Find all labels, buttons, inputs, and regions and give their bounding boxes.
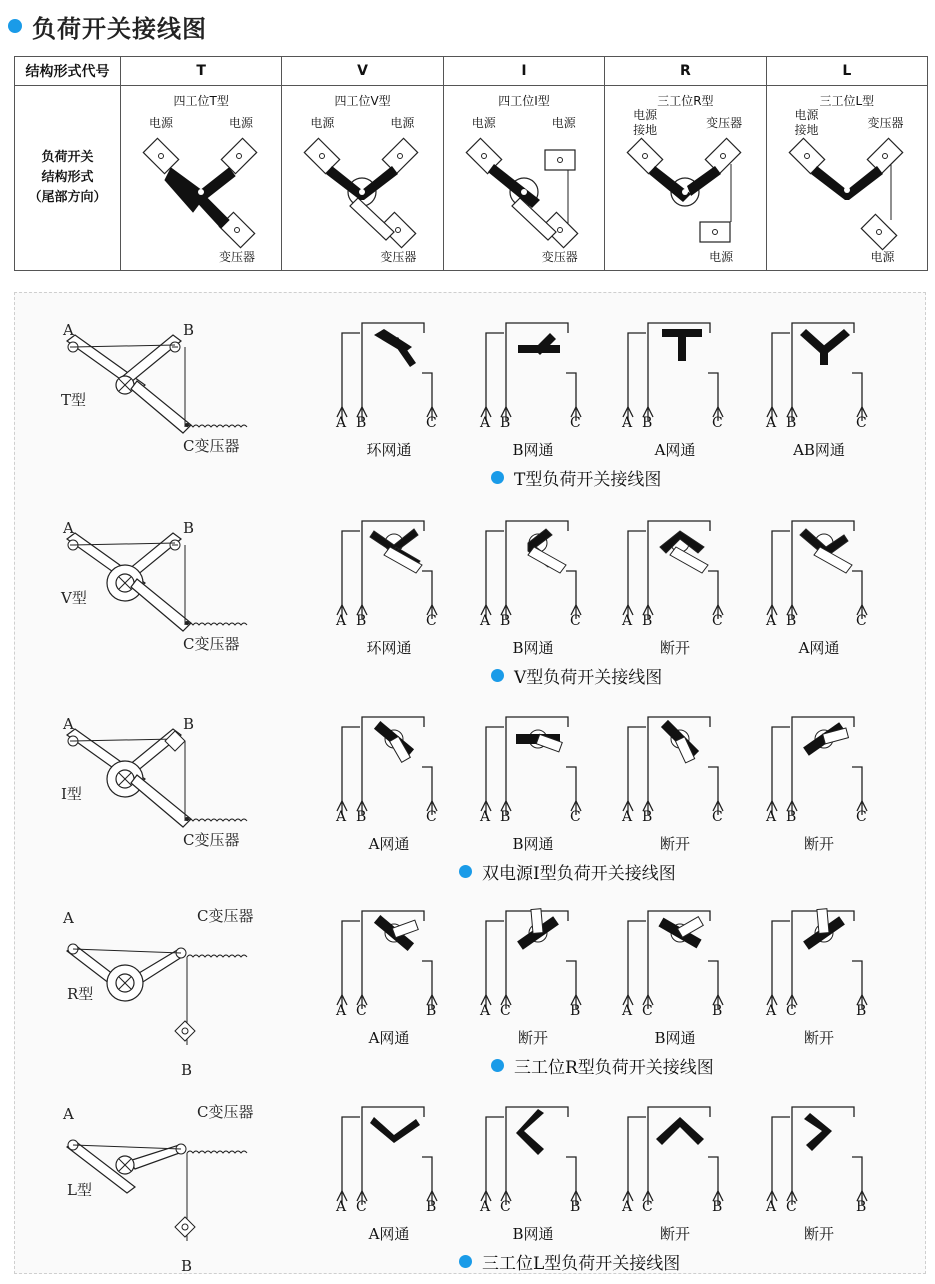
- terminal-label-A: A: [622, 415, 633, 431]
- terminal-label-C: C: [500, 1003, 511, 1019]
- bullet-dot-icon: [8, 19, 22, 33]
- terminal-label-B: B: [570, 1199, 581, 1215]
- terminal-label-C: C: [856, 809, 867, 825]
- table-header-row: [15, 57, 928, 86]
- cell-label-left: 电源: [471, 116, 496, 130]
- row-label-text: 负荷开关 结构形式 （尾部方向）: [28, 150, 107, 205]
- section-L: [15, 1087, 925, 1277]
- terminal-label-C: C: [786, 1199, 797, 1215]
- code-I: I: [443, 57, 604, 86]
- cell-label-bottom: 变压器: [218, 250, 255, 264]
- section-title-text: T型负荷开关接线图: [514, 470, 662, 490]
- row-label: [15, 86, 121, 271]
- wiring-diagram: [468, 697, 598, 857]
- switch-cell-L: [767, 86, 927, 270]
- terminal-label-B: B: [856, 1199, 867, 1215]
- terminal-label-B: B: [642, 613, 653, 629]
- table-corner: 结构形式代号: [15, 57, 121, 86]
- terminal-label-C: C: [570, 613, 581, 629]
- section-title-text: 三工位L型负荷开关接线图: [482, 1254, 681, 1274]
- switch-cell-R: [605, 86, 765, 270]
- terminal-label-C: C: [570, 809, 581, 825]
- state-caption: B网通: [512, 1225, 554, 1243]
- cell-label-left: 电源 接地: [633, 108, 658, 137]
- label-transformer: C变压器: [183, 635, 240, 653]
- terminal-label-A: A: [622, 809, 633, 825]
- switch-schematic: [15, 697, 295, 867]
- terminal-label-B: B: [426, 1199, 437, 1215]
- terminal-label-C: C: [426, 415, 437, 431]
- wiring-diagram: [754, 1087, 884, 1247]
- cell-title: 三工位L型: [819, 94, 875, 108]
- wiring-diagram: [468, 891, 598, 1051]
- switch-schematic: [15, 303, 295, 473]
- section-title-text: V型负荷开关接线图: [514, 668, 663, 688]
- label-type: T型: [61, 391, 87, 409]
- terminal-label-B: B: [712, 1003, 723, 1019]
- terminal-label-A: A: [622, 1003, 633, 1019]
- terminal-label-A: A: [766, 809, 777, 825]
- cell-label-bottom: 变压器: [380, 250, 417, 264]
- terminal-label-A: A: [336, 1003, 347, 1019]
- terminal-label-C: C: [786, 1003, 797, 1019]
- terminal-right: [545, 150, 575, 170]
- terminal-right: [221, 138, 256, 173]
- section-title: [459, 1249, 680, 1274]
- section-R: [15, 891, 925, 1081]
- terminal-label-C: C: [356, 1003, 367, 1019]
- label-type: I型: [61, 785, 82, 803]
- wiring-panel: [14, 292, 926, 1274]
- section-V: [15, 501, 925, 691]
- terminal-label-A: A: [336, 1199, 347, 1215]
- label-a: A: [63, 909, 74, 927]
- state-caption: A网通: [798, 639, 840, 657]
- wiring-diagram: [324, 697, 454, 857]
- terminal-label-B: B: [356, 415, 367, 431]
- cell-label-right: 电源: [390, 116, 415, 130]
- cell-label-right: 变压器: [867, 116, 904, 130]
- cell-label-left: 电源: [148, 116, 173, 130]
- state-caption: A网通: [368, 1225, 410, 1243]
- cell-title: 四工位T型: [173, 94, 229, 108]
- page-title: [8, 8, 207, 44]
- state-caption: B网通: [512, 835, 554, 853]
- cell-title: 三工位R型: [657, 94, 714, 108]
- terminal-label-B: B: [500, 809, 511, 825]
- terminal-label-A: A: [766, 1199, 777, 1215]
- terminal-label-C: C: [500, 1199, 511, 1215]
- label-a: A: [63, 1105, 74, 1123]
- cell-title: 四工位I型: [498, 94, 550, 108]
- terminal-label-C: C: [712, 613, 723, 629]
- section-title: [459, 859, 676, 884]
- terminal-label-A: A: [336, 415, 347, 431]
- bullet-dot-icon: [491, 669, 504, 682]
- state-caption: 环网通: [366, 441, 412, 459]
- cell-label-right: 电源: [228, 116, 253, 130]
- label-b: B: [181, 1061, 193, 1079]
- terminal-label-B: B: [786, 613, 797, 629]
- structure-table: [14, 56, 928, 271]
- terminal-label-A: A: [622, 613, 633, 629]
- state-caption: B网通: [512, 639, 554, 657]
- cell-label-bottom: 电源: [870, 250, 895, 264]
- terminal-label-C: C: [642, 1199, 653, 1215]
- code-L: L: [766, 57, 927, 86]
- wiring-diagram: [324, 303, 454, 463]
- switch-structure-drawing: [121, 86, 281, 270]
- label-b: B: [181, 1257, 193, 1275]
- terminal-left: [143, 138, 178, 173]
- state-caption: 环网通: [366, 639, 412, 657]
- state-caption: 断开: [659, 639, 690, 657]
- label-type: R型: [67, 985, 94, 1003]
- terminal-label-B: B: [356, 613, 367, 629]
- bullet-dot-icon: [459, 865, 472, 878]
- terminal-label-A: A: [766, 1003, 777, 1019]
- label-b: B: [183, 715, 195, 733]
- terminal-label-B: B: [786, 809, 797, 825]
- wiring-diagram: [468, 303, 598, 463]
- terminal-label-A: A: [766, 415, 777, 431]
- cell-label-left: 电源: [310, 116, 335, 130]
- cell-label-right: 电源: [551, 116, 576, 130]
- terminal-label-A: A: [336, 809, 347, 825]
- terminal-label-C: C: [856, 415, 867, 431]
- wiring-diagram: [754, 697, 884, 857]
- state-caption: B网通: [512, 441, 554, 459]
- cell-label-bottom: 变压器: [541, 250, 578, 264]
- terminal-label-B: B: [426, 1003, 437, 1019]
- terminal-label-A: A: [480, 1199, 491, 1215]
- state-caption: A网通: [368, 1029, 410, 1047]
- bullet-dot-icon: [491, 1059, 504, 1072]
- state-caption: 断开: [803, 1029, 834, 1047]
- label-transformer: C变压器: [197, 907, 254, 925]
- label-b: B: [183, 321, 195, 339]
- cell-title: 四工位V型: [334, 94, 391, 108]
- cell-label-right: 变压器: [706, 116, 743, 130]
- terminal-label-A: A: [336, 613, 347, 629]
- terminal-right: [383, 138, 418, 173]
- switch-structure-drawing: [282, 86, 442, 270]
- label-a: A: [63, 321, 74, 339]
- terminal-right: [705, 138, 740, 173]
- section-title: [491, 1053, 714, 1078]
- bullet-dot-icon: [459, 1255, 472, 1268]
- state-caption: 断开: [803, 835, 834, 853]
- wiring-diagram: [754, 303, 884, 463]
- switch-cell-V: [282, 86, 442, 270]
- terminal-label-C: C: [712, 809, 723, 825]
- switch-schematic: [15, 501, 295, 671]
- wiring-diagram: [324, 891, 454, 1051]
- terminal-label-C: C: [642, 1003, 653, 1019]
- wiring-diagram: [754, 501, 884, 661]
- terminal-label-B: B: [712, 1199, 723, 1215]
- label-type: V型: [61, 589, 87, 607]
- wiring-diagram: [754, 891, 884, 1051]
- terminal-label-C: C: [426, 613, 437, 629]
- wiring-diagram: [610, 303, 740, 463]
- wiring-diagram: [468, 1087, 598, 1247]
- wiring-diagram: [610, 1087, 740, 1247]
- terminal-label-C: C: [356, 1199, 367, 1215]
- wiring-diagram: [610, 891, 740, 1051]
- terminal-label-A: A: [480, 1003, 491, 1019]
- wiring-diagram: [468, 501, 598, 661]
- state-caption: 断开: [803, 1225, 834, 1243]
- wiring-diagram: [324, 501, 454, 661]
- state-caption: A网通: [368, 835, 410, 853]
- state-caption: 断开: [659, 835, 690, 853]
- switch-cell-I: [444, 86, 604, 270]
- label-type: L型: [67, 1181, 92, 1199]
- label-transformer: C变压器: [183, 437, 240, 455]
- terminal-label-C: C: [570, 415, 581, 431]
- terminal-label-B: B: [500, 415, 511, 431]
- terminal-label-A: A: [480, 613, 491, 629]
- terminal-label-C: C: [856, 613, 867, 629]
- terminal-label-B: B: [570, 1003, 581, 1019]
- wiring-diagram: [610, 501, 740, 661]
- terminal-label-A: A: [480, 809, 491, 825]
- label-transformer: C变压器: [183, 831, 240, 849]
- state-caption: B网通: [654, 1029, 696, 1047]
- code-R: R: [605, 57, 766, 86]
- state-caption: 断开: [517, 1029, 548, 1047]
- code-T: T: [121, 57, 282, 86]
- terminal-label-A: A: [480, 415, 491, 431]
- terminal-label-B: B: [786, 415, 797, 431]
- page-title-text: 负荷开关接线图: [32, 14, 207, 43]
- switch-cell-T: [121, 86, 281, 270]
- cell-label-left: 电源 接地: [794, 108, 819, 137]
- terminal-label-A: A: [766, 613, 777, 629]
- terminal-right: [867, 138, 902, 173]
- terminal-label-B: B: [856, 1003, 867, 1019]
- terminal-bottom: [700, 222, 730, 242]
- section-T: [15, 303, 925, 493]
- terminal-label-A: A: [622, 1199, 633, 1215]
- label-a: A: [63, 715, 74, 733]
- terminal-label-C: C: [426, 809, 437, 825]
- section-title-text: 双电源I型负荷开关接线图: [482, 864, 676, 884]
- wiring-diagram: [324, 1087, 454, 1247]
- section-title: [491, 663, 662, 688]
- wiring-diagram: [610, 697, 740, 857]
- label-a: A: [63, 519, 74, 537]
- section-title-text: 三工位R型负荷开关接线图: [514, 1058, 714, 1078]
- terminal-label-C: C: [712, 415, 723, 431]
- code-V: V: [282, 57, 443, 86]
- state-caption: 断开: [659, 1225, 690, 1243]
- label-transformer: C变压器: [197, 1103, 254, 1121]
- state-caption: AB网通: [793, 441, 845, 459]
- section-I: [15, 697, 925, 887]
- bullet-dot-icon: [491, 471, 504, 484]
- section-title: [491, 465, 661, 490]
- terminal-label-B: B: [642, 415, 653, 431]
- label-b: B: [183, 519, 195, 537]
- table-body-row: [15, 86, 928, 271]
- state-caption: A网通: [654, 441, 696, 459]
- cell-label-bottom: 电源: [709, 250, 734, 264]
- terminal-label-B: B: [642, 809, 653, 825]
- terminal-label-B: B: [356, 809, 367, 825]
- terminal-label-B: B: [500, 613, 511, 629]
- switch-structure-drawing: [444, 86, 604, 270]
